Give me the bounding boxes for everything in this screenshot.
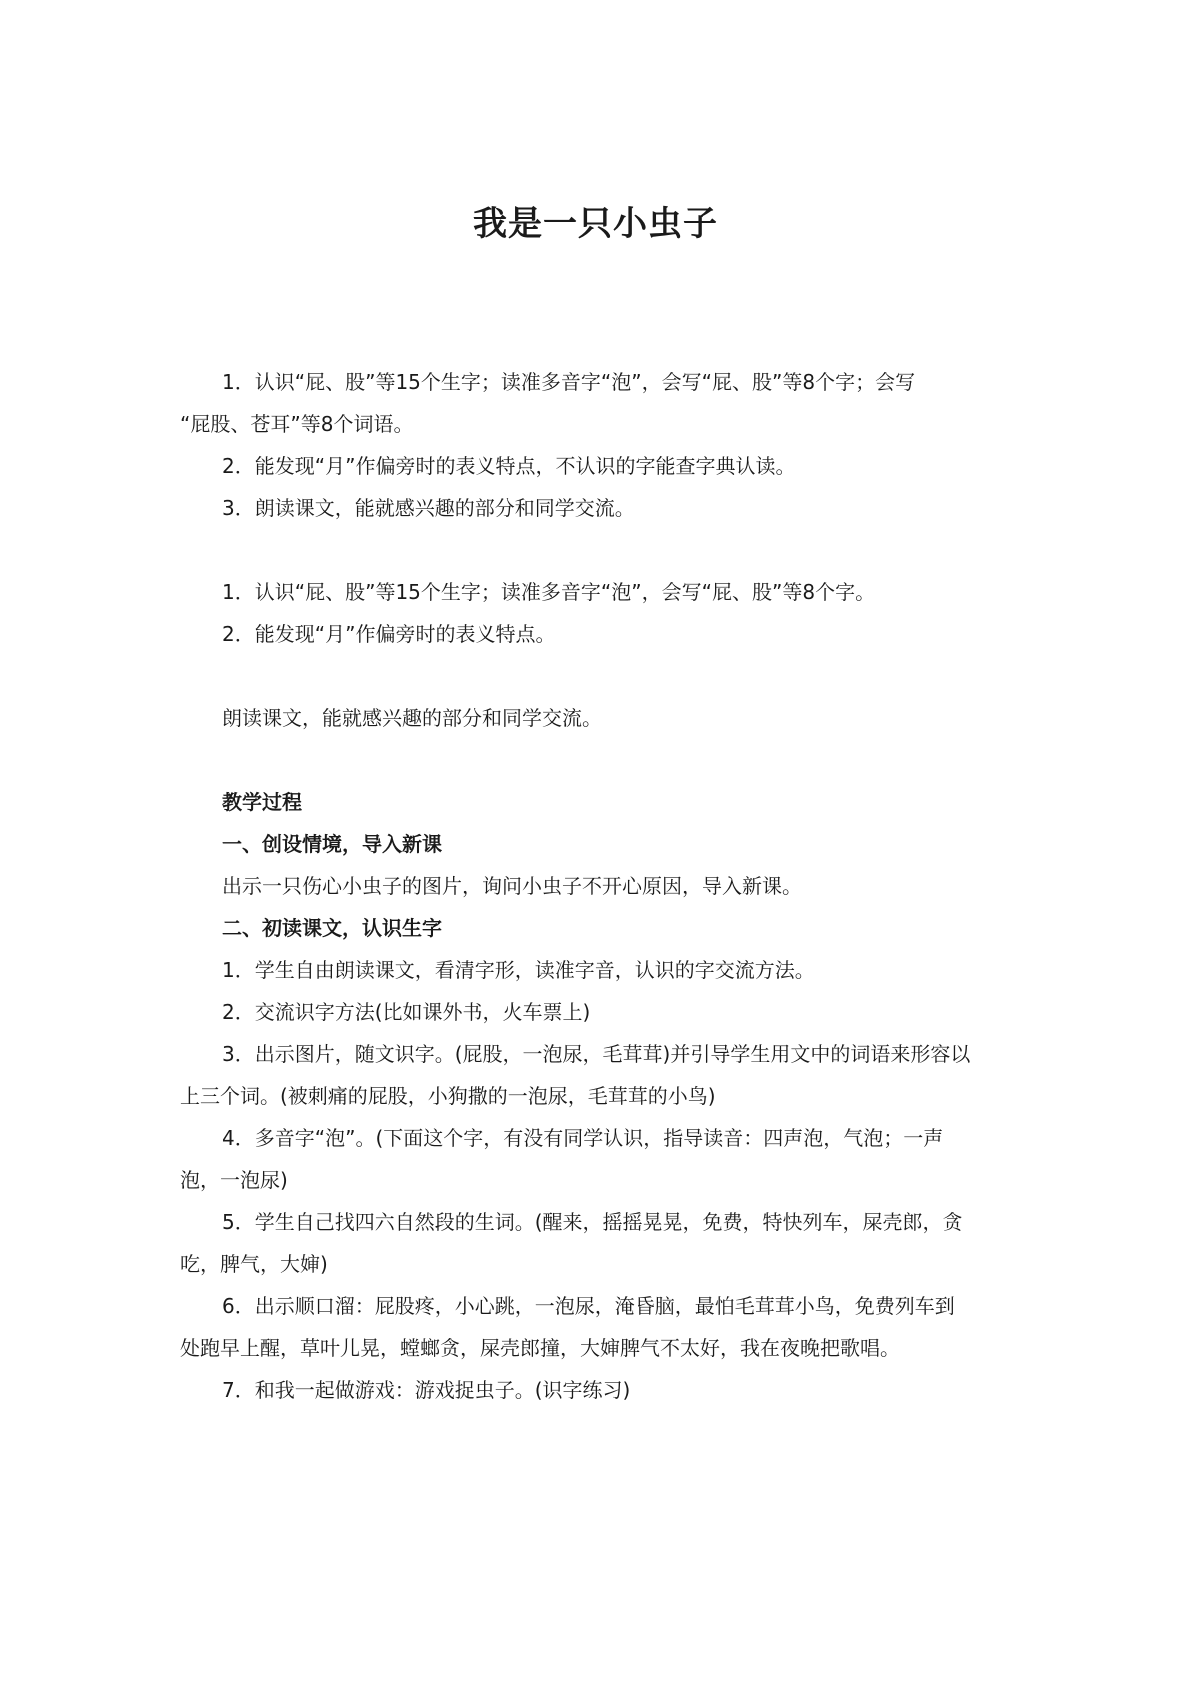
section-1-text: 出示一只伤心小虫子的图片，询问小虫子不开心原因，导入新课。 — [222, 874, 802, 898]
section-1-heading: 一、创设情境，导入新课 — [222, 832, 442, 856]
step-3-line-1: 3．出示图片，随文识字。(屁股，一泡尿，毛茸茸)并引导学生用文中的词语来形容以 — [222, 1042, 971, 1066]
key-point-2: 2．能发现“月”作偏旁时的表义特点。 — [222, 622, 556, 646]
objective-1-line-2: “屁股、苍耳”等8个词语。 — [180, 412, 414, 436]
process-heading: 教学过程 — [222, 790, 302, 814]
key-point-1: 1．认识“屁、股”等15个生字；读准多音字“泡”，会写“屁、股”等8个字。 — [222, 580, 876, 604]
step-6-line-2: 处跑早上醒，草叶儿晃，螳螂贪，屎壳郎撞，大婶脾气不太好，我在夜晚把歌唱。 — [180, 1336, 900, 1360]
step-7: 7．和我一起做游戏：游戏捉虫子。(识字练习) — [222, 1378, 631, 1402]
section-2-heading: 二、初读课文，认识生字 — [222, 916, 442, 940]
step-2: 2．交流识字方法(比如课外书，火车票上) — [222, 1000, 591, 1024]
difficulty-text: 朗读课文，能就感兴趣的部分和同学交流。 — [222, 706, 602, 730]
step-4-line-1: 4．多音字“泡”。(下面这个字，有没有同学认识，指导读音：四声泡，气泡；一声 — [222, 1126, 944, 1150]
step-1: 1．学生自由朗读课文，看清字形，读准字音，认识的字交流方法。 — [222, 958, 815, 982]
step-3-line-2: 上三个词。(被刺痛的屁股，小狗撒的一泡尿，毛茸茸的小鸟) — [180, 1084, 716, 1108]
objective-2: 2．能发现“月”作偏旁时的表义特点，不认识的字能查字典认读。 — [222, 454, 796, 478]
step-5-line-2: 吃，脾气，大婶) — [180, 1252, 328, 1276]
step-4-line-2: 泡，一泡尿) — [180, 1168, 288, 1192]
step-5-line-1: 5．学生自己找四六自然段的生词。(醒来，摇摇晃晃，免费，特快列车，屎壳郎，贪 — [222, 1210, 963, 1234]
objective-3: 3．朗读课文，能就感兴趣的部分和同学交流。 — [222, 496, 635, 520]
step-6-line-1: 6．出示顺口溜：屁股疼，小心跳，一泡尿，淹昏脑，最怕毛茸茸小鸟，免费列车到 — [222, 1294, 955, 1318]
objective-1-line-1: 1．认识“屁、股”等15个生字；读准多音字“泡”，会写“屁、股”等8个字；会写 — [222, 370, 916, 394]
page-title: 我是一只小虫子 — [473, 204, 718, 244]
